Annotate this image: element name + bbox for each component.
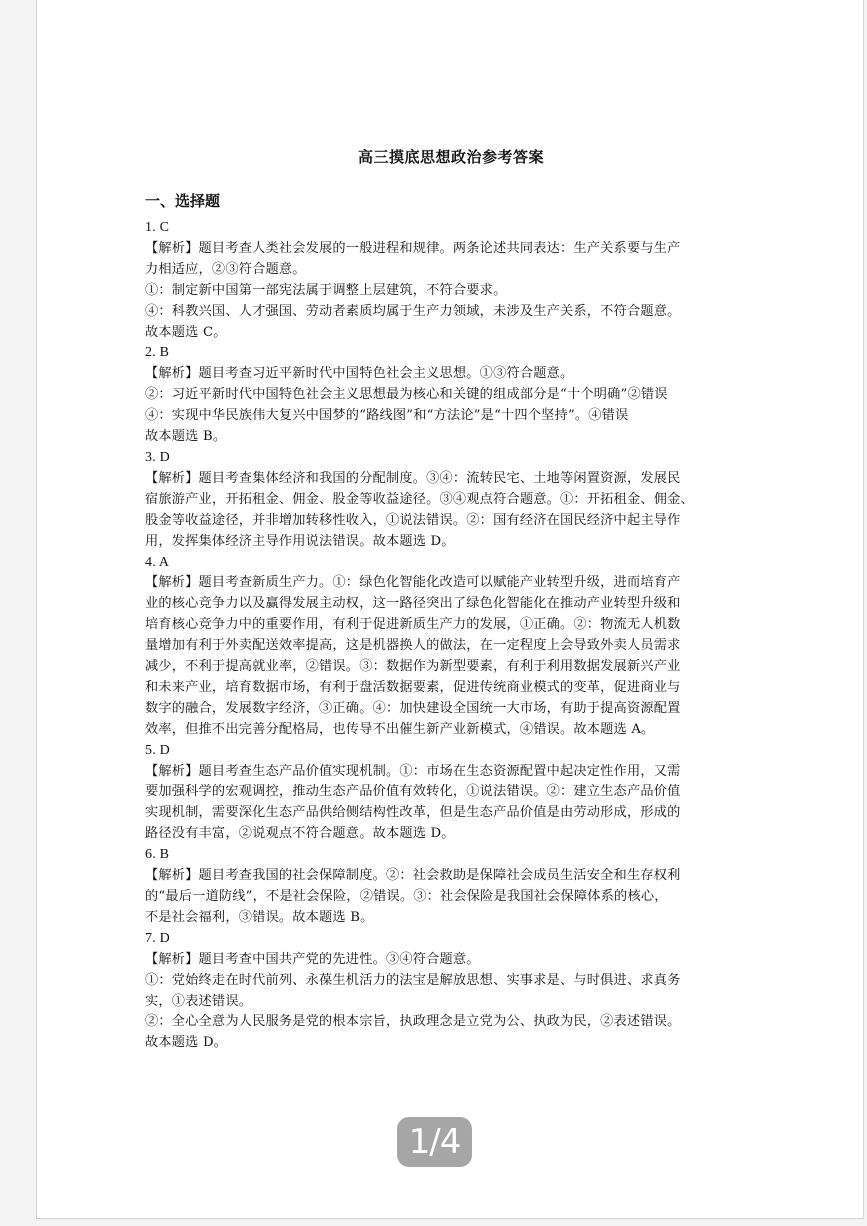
answer-number: 4. A [145, 554, 170, 570]
text-line: ②：习近平新时代中国特色社会主义思想最为核心和关键的组成部分是“十个明确”②错误 [145, 387, 668, 403]
text-line: 不是社会福利，③错误。故本题选 B。 [145, 909, 374, 925]
document-page [36, 0, 864, 1219]
text-line: 【解析】题目考查中国共产党的先进性。③④符合题意。 [145, 951, 480, 967]
text-line: 【解析】题目考查人类社会发展的一般进程和规律。两条论述共同表达：生产关系要与生产 [145, 240, 681, 256]
text-line: 【解析】题目考查我国的社会保障制度。②：社会救助是保障社会成员生活安全和生存权利 [145, 868, 681, 884]
answer-number: 2. B [145, 345, 170, 361]
text-line: 股金等收益途径，并非增加转移性收入，①说法错误。②：国有经济在国民经济中起主导作 [145, 512, 681, 528]
page-content [145, 146, 757, 1054]
text-line: 要加强科学的宏观调控，推动生态产品价值有效转化，①说法错误。②：建立生态产品价值 [145, 784, 681, 800]
text-line: 故本题选 D。 [145, 1035, 228, 1051]
text-line: 量增加有利于外卖配送效率提高，这是机器换人的做法，在一定程度上会导致外卖人员需求 [145, 638, 681, 654]
answer-text-block [145, 218, 757, 1054]
text-line: ①：制定新中国第一部宪法属于调整上层建筑，不符合要求。 [145, 282, 507, 298]
text-line: 实现机制，需要深化生态产品供给侧结构性改革，但是生态产品价值是由劳动形成，形成的 [145, 805, 681, 821]
document-title: 高三摸底思想政治参考答案 [357, 148, 544, 166]
text-line: 【解析】题目考查新质生产力。①：绿色化智能化改造可以赋能产业转型升级，进而培育产 [145, 575, 681, 591]
answer-number: 5. D [145, 742, 170, 758]
section-heading: 一、选择题 [145, 192, 221, 210]
text-line: 力相适应，②③符合题意。 [145, 261, 306, 277]
text-line: 减少，不利于提高就业率，②错误。③：数据作为新型要素，有利于利用数据发展新兴产业 [145, 659, 681, 675]
text-line: ④：科教兴国、人才强国、劳动者素质均属于生产力领域，未涉及生产关系，不符合题意。 [145, 303, 681, 319]
text-line: ①：党始终走在时代前列、永葆生机活力的法宝是解放思想、实事求是、与时俱进、求真务 [145, 972, 681, 988]
text-line: 故本题选 C。 [145, 324, 227, 340]
page-indicator: 1/4 [397, 1117, 472, 1167]
text-line: 故本题选 B。 [145, 429, 227, 445]
answer-number: 7. D [145, 930, 170, 946]
text-line: 和未来产业，培育数据市场，有利于盘活数据要素，促进传统商业模式的变革，促进商业与 [145, 679, 681, 695]
text-line: 培育核心竞争力中的重要作用，有利于促进新质生产力的发展，①正确。②：物流无人机数 [145, 617, 681, 633]
text-line: 数字的融合，发展数字经济，③正确。④：加快建设全国统一大市场，有助于提高资源配置 [145, 700, 681, 716]
text-line: 用，发挥集体经济主导作用说法错误。故本题选 D。 [145, 533, 455, 549]
text-line: 【解析】题目考查生态产品价值实现机制。①：市场在生态资源配置中起决定性作用，又需 [145, 763, 681, 779]
answer-number: 3. D [145, 449, 170, 465]
text-line: 业的核心竞争力以及赢得发展主动权，这一路径突出了绿色化智能化在推动产业转型升级和 [145, 596, 681, 612]
text-line: 【解析】题目考查集体经济和我国的分配制度。③④：流转民宅、土地等闲置资源，发展民 [145, 470, 681, 486]
text-line: 实，①表述错误。 [145, 993, 253, 1009]
text-line: 的“最后一道防线”，不是社会保险，②错误。③：社会保险是我国社会保障体系的核心， [145, 889, 668, 904]
text-line: 宿旅游产业，开拓租金、佣金、股金等收益途径。③④观点符合题意。①：开拓租金、佣金、 [145, 491, 694, 507]
text-line: 路径没有丰富，②说观点不符合题意。故本题选 D。 [145, 826, 455, 842]
text-line: 【解析】题目考查习近平新时代中国特色社会主义思想。①③符合题意。 [145, 366, 574, 382]
answer-number: 6. B [145, 847, 170, 863]
text-line: 效率，但推不出完善分配格局，也传导不出催生新产业新模式，④错误。故本题选 A。 [145, 721, 655, 737]
answer-number: 1. C [145, 220, 170, 235]
text-line: ②：全心全意为人民服务是党的根本宗旨，执政理念是立党为公、执政为民，②表述错误。 [145, 1014, 681, 1030]
text-line: ④：实现中华民族伟大复兴中国梦的“路线图”和“方法论”是“十四个坚持”。④错误 [145, 408, 629, 424]
